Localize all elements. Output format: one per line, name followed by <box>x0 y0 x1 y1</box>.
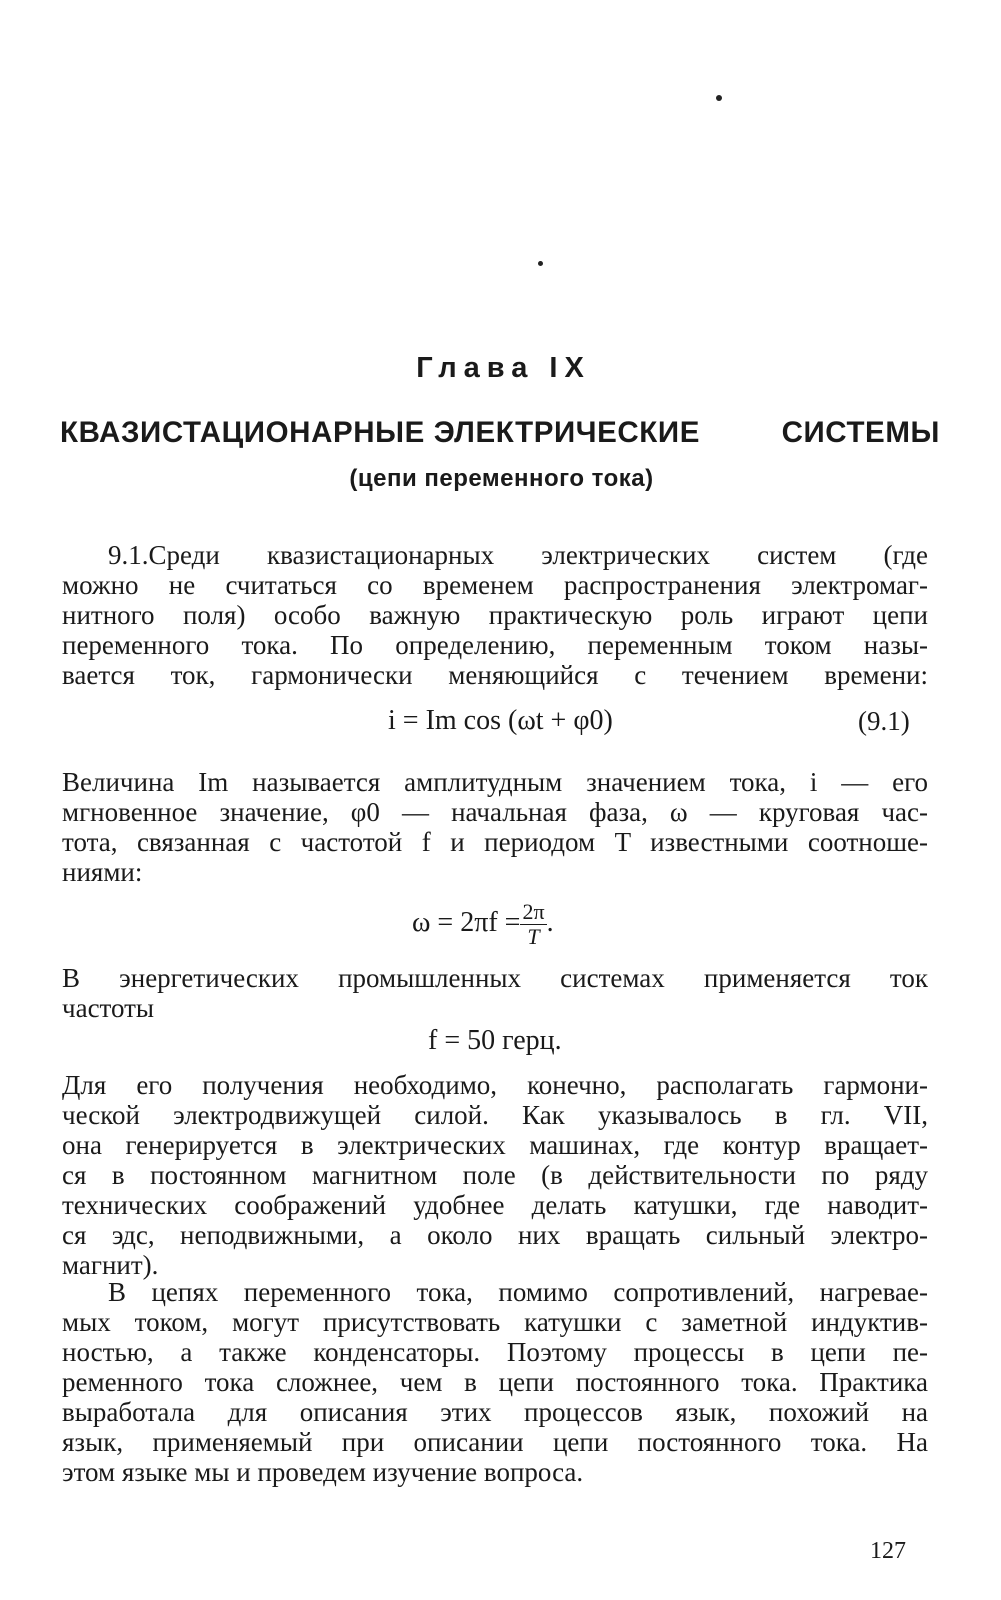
text-line-content: Среди квазистационарных электрических систем (где <box>148 540 928 570</box>
text-line: ся в постоянном магнитном поле (в действительности по ряду <box>62 1160 928 1190</box>
chapter-subtitle: (цепи переменного тока) <box>349 465 654 492</box>
page-number: 127 <box>870 1538 906 1564</box>
chapter-title-right: СИСТЕМЫ <box>781 416 940 449</box>
paragraph-4 <box>62 1070 928 1280</box>
text-line: тота, связанная с частотой f и периодом T известными соотноше- <box>62 827 928 857</box>
print-speck <box>716 95 722 101</box>
equation-9-1: i = Im cos (ωt + φ0) <box>388 705 613 736</box>
text-line: Величина Im называется амплитудным значением тока, i — его <box>62 767 928 797</box>
text-line: магнит). <box>62 1250 159 1280</box>
text-line: язык, применяемый при описании цепи постоянного тока. На <box>62 1427 928 1457</box>
text-line: Для его получения необходимо, конечно, располагать гармони- <box>62 1070 928 1100</box>
equation-omega <box>412 900 554 949</box>
text-line: переменного тока. По определению, переменным током назы- <box>62 630 928 660</box>
chapter-title <box>60 416 940 450</box>
text-line: ременного тока сложнее, чем в цепи постоянного тока. Практика <box>62 1367 928 1397</box>
fraction-denominator: T <box>520 924 546 949</box>
chapter-label: Глава IX <box>416 352 591 384</box>
text-line: В энергетических промышленных системах применяется ток <box>62 963 928 993</box>
text-line: вается ток, гармонически меняющийся с течением времени: <box>62 660 928 690</box>
text-line: ся эдс, неподвижными, а около них вращать сильный электро- <box>62 1220 928 1250</box>
text-line: она генерируется в электрических машинах, где контур вращает- <box>62 1130 928 1160</box>
paragraph-2 <box>62 767 928 887</box>
equation-number: (9.1) <box>858 706 910 736</box>
text-line: В цепях переменного тока, помимо сопротивлений, нагревае- <box>108 1277 928 1307</box>
print-speck <box>538 261 543 266</box>
equation-omega-trailing: . <box>546 906 554 938</box>
text-line: мых током, могут присутствовать катушки с заметной индуктив- <box>62 1307 928 1337</box>
text-line: частоты <box>62 993 155 1023</box>
text-line: мгновенное значение, φ0 — начальная фаза, ω — круговая час- <box>62 797 928 827</box>
fraction-numerator: 2π <box>522 899 545 924</box>
text-line: этом языке мы и проведем изучение вопроса. <box>62 1457 584 1487</box>
equation-omega-lhs: ω = 2πf = <box>412 906 521 938</box>
equation-frequency: f = 50 герц. <box>428 1025 562 1056</box>
text-line: ческой электродвижущей силой. Как указывалось в гл. VII, <box>62 1100 928 1130</box>
paragraph-5 <box>62 1277 928 1487</box>
paragraph-1 <box>62 540 928 690</box>
text-line: технических соображений удобнее делать катушки, где наводит- <box>62 1190 928 1220</box>
text-line: ниями: <box>62 857 143 887</box>
text-line: ностью, а также конденсаторы. Поэтому процессы в цепи пе- <box>62 1337 928 1367</box>
chapter-title-left: КВАЗИСТАЦИОНАРНЫЕ ЭЛЕКТРИЧЕСКИЕ <box>60 416 700 449</box>
text-line: выработала для описания этих процессов язык, похожий на <box>62 1397 928 1427</box>
section-number: 9.1. <box>108 540 149 570</box>
text-line: нитного поля) особо важную практическую роль играют цепи <box>62 600 928 630</box>
fraction <box>520 900 546 949</box>
paragraph-3 <box>62 963 928 1023</box>
text-line: можно не считаться со временем распространения электромаг- <box>62 570 928 600</box>
text-line <box>62 540 928 570</box>
